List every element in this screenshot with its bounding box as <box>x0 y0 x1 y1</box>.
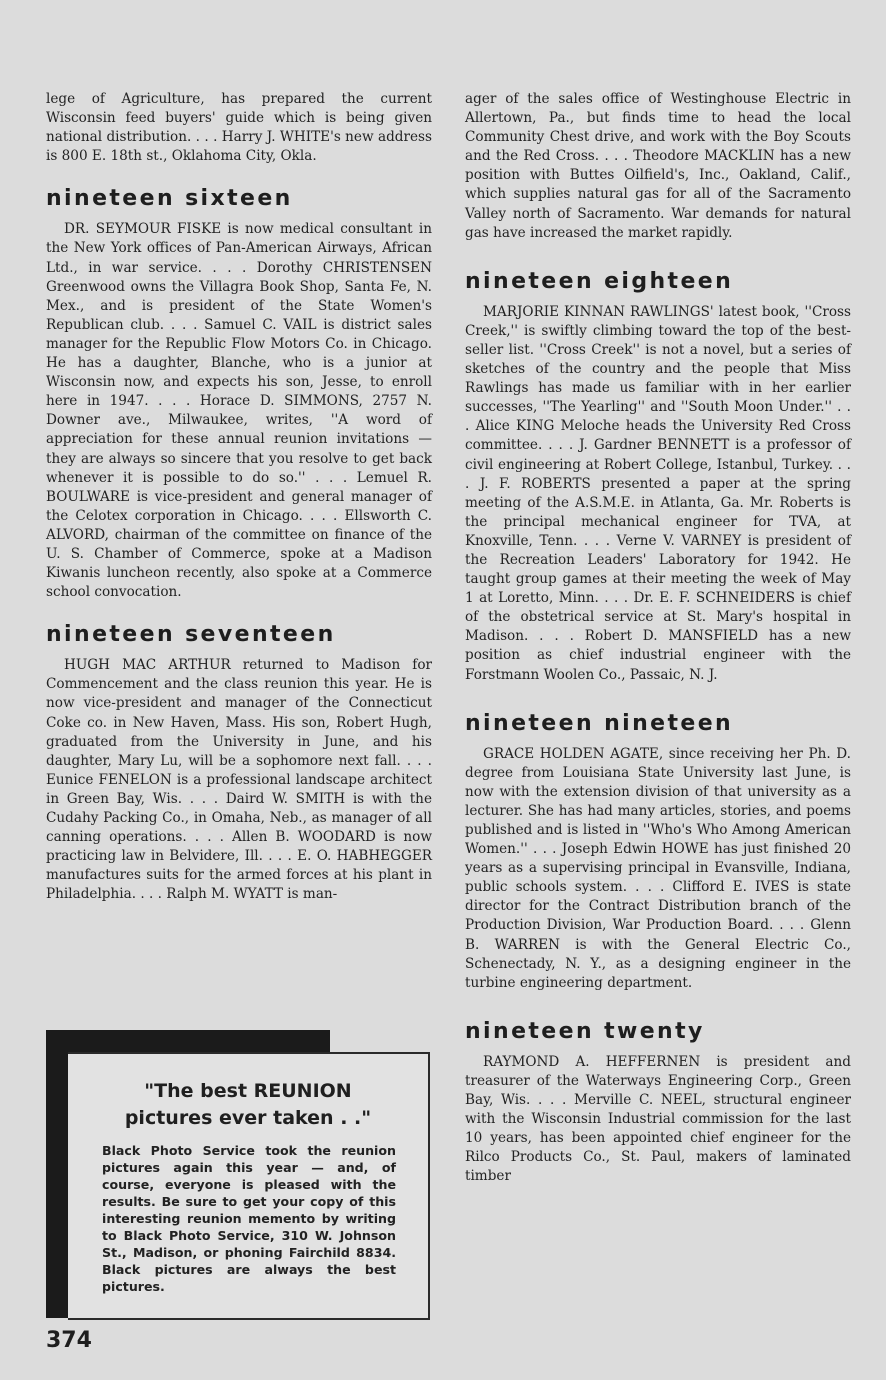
ad-title <box>68 1078 428 1132</box>
left-intro-paragraph: lege of Agriculture, has prepared the current Wisconsin feed buyers' guide which is being given national distribution. . . . Harry J. WHITE's new address is 800 E. 18th st., Oklahoma City, Okla. <box>46 91 432 165</box>
right-intro-paragraph: ager of the sales office of Westinghouse Electric in Allertown, Pa., but finds time to head the local Community Chest drive, and work with the Boy Scouts and the Red Cross. . . . Theodore MACKLIN has a new position with Buttes Oilfield's, Inc., Oakland, Calif., which supplies natural gas for all of the Sacramento Valley north of Sacramento. War demands for natural gas have increased the market rapidly. <box>465 91 851 241</box>
ad-title-line-2: pictures ever taken . ." <box>124 1107 372 1129</box>
ad-black-bar-top <box>46 1030 330 1052</box>
heading-nineteen-sixteen: nineteen sixteen <box>46 186 293 212</box>
heading-nineteen-seventeen: nineteen seventeen <box>46 622 336 648</box>
paragraph-nineteen-nineteen: GRACE HOLDEN AGATE, since receiving her Ph. D. degree from Louisiana State University last June, is now with the extension division of that university as a lecturer. She has had many articles, stories, and poems published and is listed in ''Who's Who Among American Women.'' . . . Joseph Edwin HOWE has just finished 20 years as a supervising principal in Evansville, Indiana, public schools system. . . . Clifford E. IVES is state director for the Contract Distribution branch of the Production Division, War Production Board. . . . Glenn B. WARREN is with the General Electric Co., Schenectady, N. Y., as a designing engineer in the turbine engineering department. <box>465 745 851 991</box>
paragraph-nineteen-seventeen: HUGH MAC ARTHUR returned to Madison for Commencement and the class reunion this year. He is now vice-president and manager of the Connecticut Coke co. in New Haven, Mass. His son, Robert Hugh, graduated from the University in June, and his daughter, Mary Lu, will be a sophomore next fall. . . . Eunice FENELON is a professional landscape architect in Green Bay, Wis. . . . Daird W. SMITH is with the Cudahy Packing Co., in Omaha, Neb., as manager of all canning operations. . . . Allen B. WOODARD is now practicing law in Belvidere, Ill. . . . E. O. HABHEGGER manufactures suits for the armed forces at his plant in Philadelphia. . . . Ralph M. WYATT is man- <box>46 657 432 903</box>
ad-body-text: Black Photo Service took the reunion pictures again this year — and, of course, everyone is pleased with the results. Be sure to get your copy of this interesting reunion memento by writing to Black Photo Service, 310 W. Johnson St., Madison, or phoning Fairchild 8834. Black pictures are always the best pictures. <box>102 1143 396 1294</box>
heading-nineteen-twenty: nineteen twenty <box>465 1018 705 1044</box>
ad-black-bar-left <box>46 1030 68 1318</box>
right-column <box>465 90 851 1187</box>
page-number: 374 <box>46 1328 92 1353</box>
paragraph-nineteen-sixteen: DR. SEYMOUR FISKE is now medical consultant in the New York offices of Pan-American Airways, African Ltd., in war service. . . . Dorothy CHRISTENSEN Greenwood owns the Villagra Book Shop, Santa Fe, N. Mex., and is president of the State Women's Republican club. . . . Samuel C. VAIL is district sales manager for the Republic Flow Motors Co. in Chicago. He has a daughter, Blanche, who is a junior at Wisconsin now, and expects his son, Jesse, to enroll here in 1947. . . . Horace D. SIMMONS, 2757 N. Downer ave., Milwaukee, writes, ''A word of appreciation for these annual reunion invitations — they are always so sincere that you resolve to get back whenever it is possible to do so.'' . . . Lemuel R. BOULWARE is vice-president and general manager of the Celotex corporation in Chicago. . . . Ellsworth C. ALVORD, chairman of the committee on finance of the U. S. Chamber of Commerce, spoke at a Madison Kiwanis luncheon recently, also spoke at a Commerce school convocation. <box>46 221 432 601</box>
black-photo-advertisement <box>46 1030 432 1318</box>
ad-title-line-1: "The best REUNION <box>144 1080 352 1102</box>
left-column <box>46 90 432 904</box>
paragraph-nineteen-twenty: RAYMOND A. HEFFERNEN is president and treasurer of the Waterways Engineering Corp., Green Bay, Wis. . . . Merville C. NEEL, structural engineer with the Wisconsin Industrial commission for the last 10 years, has been appointed chief engineer for the Rilco Products Co., St. Paul, makers of laminated timber <box>465 1053 851 1185</box>
heading-nineteen-nineteen: nineteen nineteen <box>465 710 734 736</box>
heading-nineteen-eighteen: nineteen eighteen <box>465 268 734 294</box>
paragraph-nineteen-eighteen: MARJORIE KINNAN RAWLINGS' latest book, ''Cross Creek,'' is swiftly climbing toward the top of the best-seller list. ''Cross Creek'' is not a novel, but a series of sketches of the country and the people that Miss Rawlings has made us familiar with in her earlier successes, ''The Yearling'' and ''South Moon Under.'' . . . Alice KING Meloche heads the University Red Cross committee. . . . J. Gardner BENNETT is a professor of civil engineering at Robert College, Istanbul, Turkey. . . . J. F. ROBERTS presented a paper at the spring meeting of the A.S.M.E. in Atlanta, Ga. Mr. Roberts is the principal mechanical engineer for TVA, at Knoxville, Tenn. . . . Verne V. VARNEY is president of the Recreation Leaders' Laboratory for 1942. He taught group games at their meeting the week of May 1 at Loretto, Minn. . . . Dr. E. F. SCHNEIDERS is chief of the obstetrical service at St. Mary's hospital in Madison. . . . Robert D. MANSFIELD has a new position as chief industrial engineer with the Forstmann Woolen Co., Passaic, N. J. <box>465 303 851 683</box>
